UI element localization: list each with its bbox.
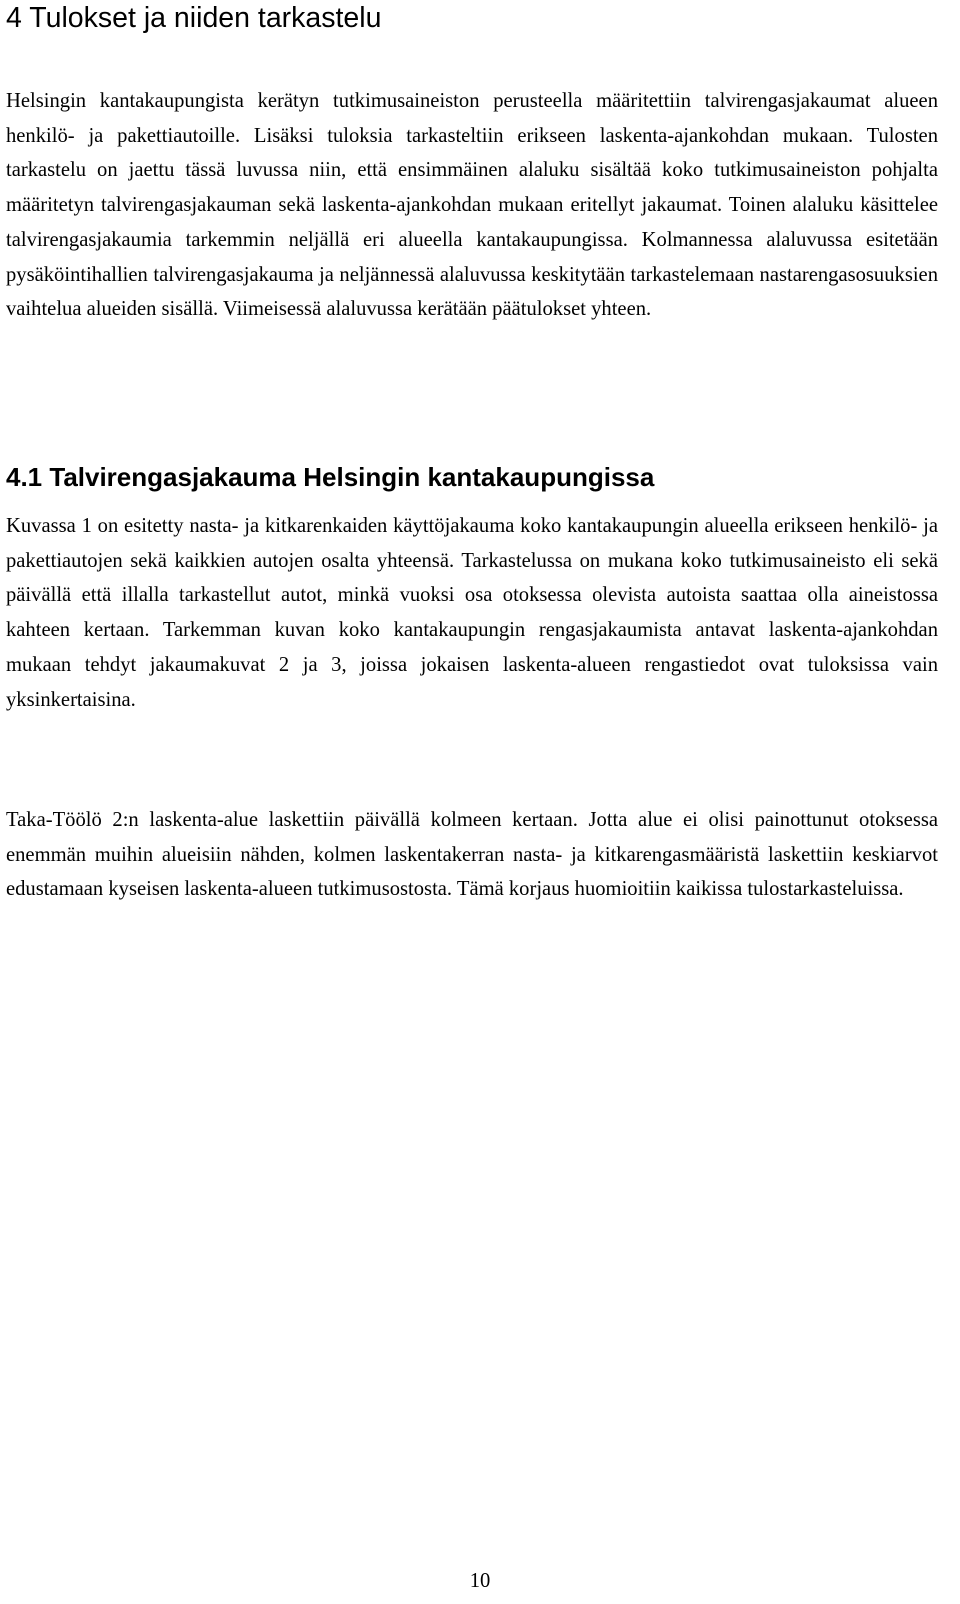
chapter-heading: 4 Tulokset ja niiden tarkastelu — [6, 2, 382, 34]
section-paragraph-1: Kuvassa 1 on esitetty nasta- ja kitkarenkaiden käyttöjakauma koko kantakaupungin alueella erikseen henkilö- ja pakettiautojen sekä kaikkien autojen osalta yhteensä. Tarkastelussa on mukana koko tutkimusaineisto eli sekä päivällä että illalla tarkastellut autot, minkä vuoksi osa otoksessa olevista autoista saattaa olla aineistossa kahteen kertaan. Tarkemman kuvan koko kantakaupungin rengasjakaumista antavat laskenta-ajankohdan mukaan tehdyt jakaumakuvat 2 ja 3, joissa jokaisen laskenta-alueen rengastiedot ovat tuloksissa vain yksinkertaisina. — [6, 515, 938, 711]
section-paragraph-2: Taka-Töölö 2:n laskenta-alue laskettiin päivällä kolmeen kertaan. Jotta alue ei olisi painottunut otoksessa enemmän muihin alueisiin nähden, kolmen laskentakerran nasta- ja kitkarengasmääristä laskettiin keskiarvot edustamaan kyseisen laskenta-alueen tutkimusostosta. Tämä korjaus huomioitiin kaikissa tulostarkasteluissa. — [6, 809, 938, 901]
chapter-intro-paragraph: Helsingin kantakaupungista kerätyn tutkimusaineiston perusteella määritettiin talvirengasjakaumat alueen henkilö- ja pakettiautoille. Lisäksi tuloksia tarkasteltiin erikseen laskenta-ajankohdan mukaan. Tulosten tarkastelu on jaettu tässä luvussa niin, että ensimmäinen alaluku sisältää koko tutkimusaineiston pohjalta määritetyn talvirengasjakauman sekä laskenta-ajankohdan mukaan eritellyt jakaumat. Toinen alaluku käsittelee talvirengasjakaumia tarkemmin neljällä eri alueella kantakaupungissa. Kolmannessa alaluvussa esitetään pysäköintihallien talvirengasjakauma ja neljännessä alaluvussa keskitytään tarkastelemaan nastarengasosuuksien vaihtelua alueiden sisällä. Viimeisessä alaluvussa kerätään päätulokset yhteen. — [6, 90, 938, 321]
page-number: 10 — [469, 1570, 491, 1592]
section-heading: 4.1 Talvirengasjakauma Helsingin kantakaupungissa — [6, 462, 655, 492]
